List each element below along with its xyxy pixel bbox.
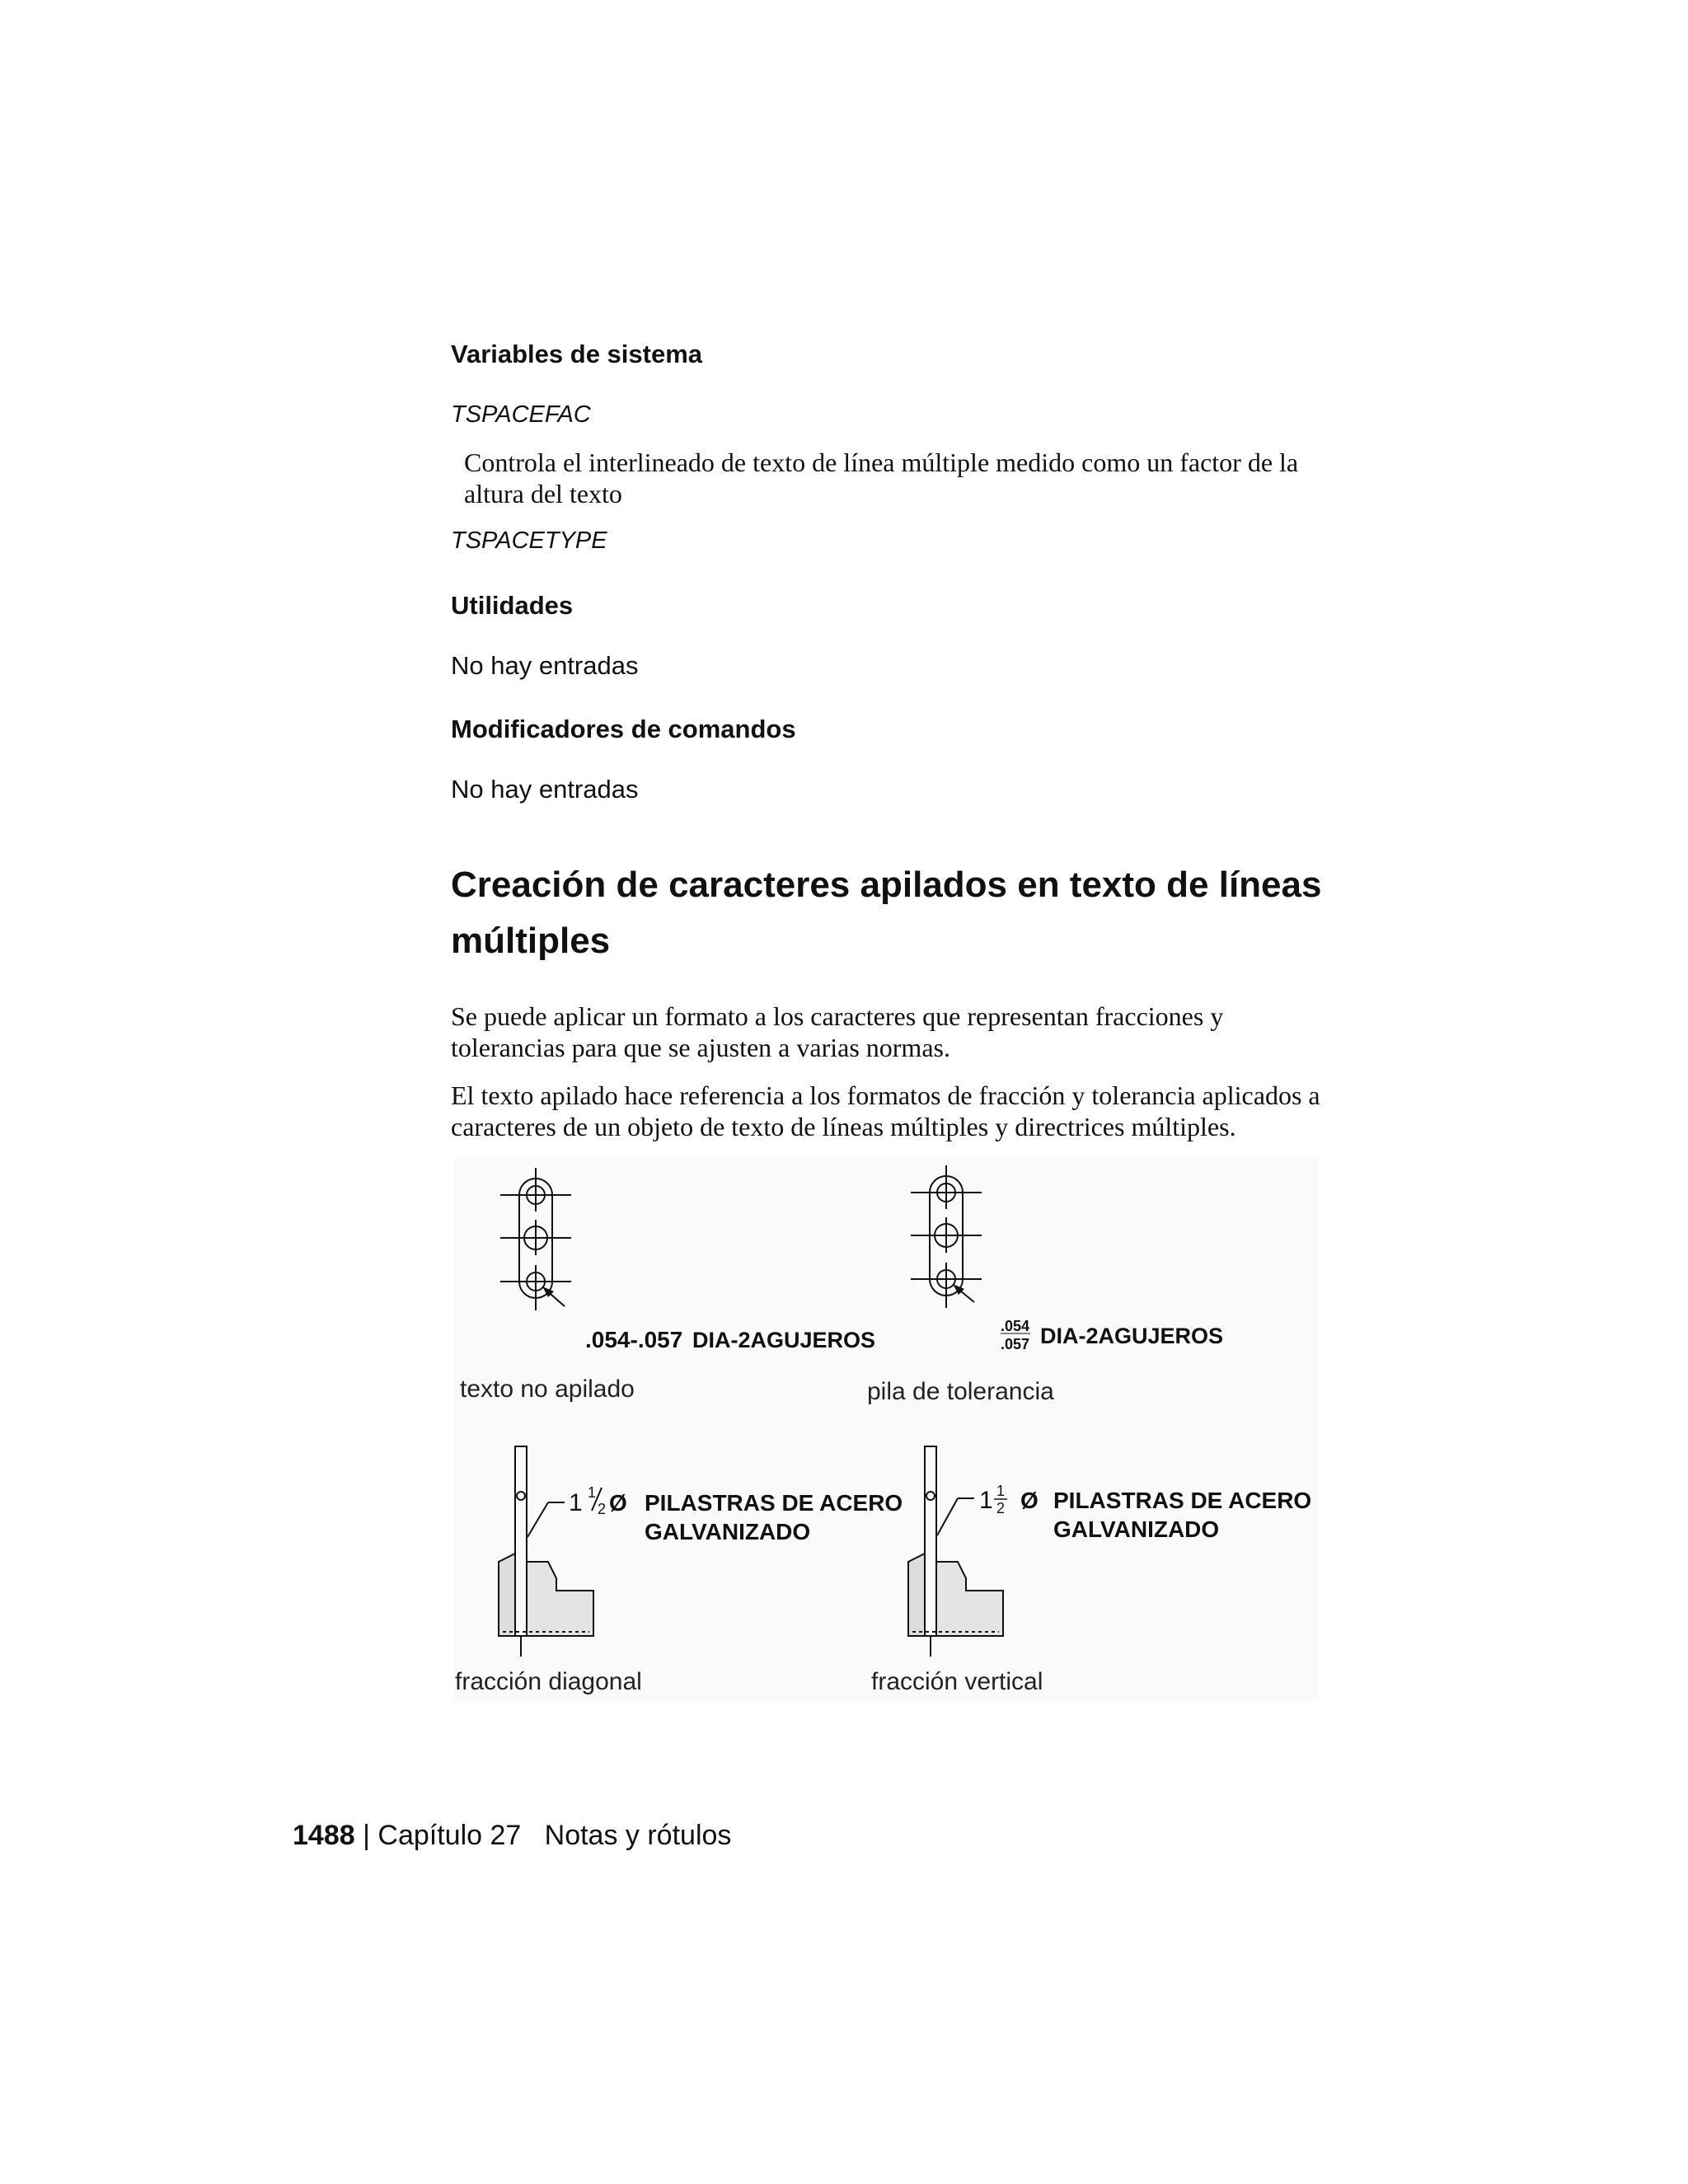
caption-tolerance-stack: pila de tolerancia xyxy=(867,1378,1054,1405)
tolerance-upper: .054 xyxy=(1001,1318,1030,1334)
chapter-label: Capítulo 27 xyxy=(377,1820,522,1851)
variable-name-tspacefac: TSPACEFAC xyxy=(451,401,591,428)
caption-unstacked-text: texto no apilado xyxy=(460,1376,635,1403)
fraction-denominator-diagonal: 2 xyxy=(598,1501,607,1517)
section-heading-command-modifiers: Modificadores de comandos xyxy=(451,715,796,743)
label-steel-posts-line1-diagonal: PILASTRAS DE ACERO xyxy=(645,1490,903,1516)
diameter-symbol-diagonal: Ø xyxy=(609,1490,627,1516)
label-steel-posts-line2-diagonal: GALVANIZADO xyxy=(645,1519,811,1544)
variable-name-tspacetype: TSPACETYPE xyxy=(451,527,607,554)
topic-paragraph-1: Se puede aplicar un formato a los caracteres que representan fracciones y tolerancias para que se ajusten a varias normas. xyxy=(451,1001,1224,1062)
page-number: 1488 xyxy=(293,1820,355,1851)
footer-separator: | xyxy=(363,1820,370,1851)
label-dia-2-holes-2: DIA-2AGUJEROS xyxy=(1040,1324,1224,1348)
variable-description-tspacefac: Controla el interlineado de texto de línea múltiple medido como un factor de la altura del texto xyxy=(464,448,1299,509)
label-dia-2-holes-1: DIA-2AGUJEROS xyxy=(692,1328,876,1352)
tolerance-lower: .057 xyxy=(1001,1336,1030,1352)
page-footer xyxy=(293,1820,731,1852)
label-steel-posts-line2-vertical: GALVANIZADO xyxy=(1053,1516,1220,1542)
topic-paragraph-2: El texto apilado hace referencia a los formatos de fracción y tolerancia aplicados a caracteres de un objeto de texto de líneas múltiples y directrices múltiples. xyxy=(451,1080,1320,1141)
caption-diagonal-fraction: fracción diagonal xyxy=(455,1668,642,1695)
diameter-symbol-vertical: Ø xyxy=(1020,1488,1039,1513)
chapter-title: Notas y rótulos xyxy=(544,1820,732,1851)
label-steel-posts-line1-vertical: PILASTRAS DE ACERO xyxy=(1053,1488,1312,1513)
section-heading-system-variables: Variables de sistema xyxy=(451,340,703,368)
fraction-denominator-vertical: 2 xyxy=(996,1500,1006,1516)
topic-title: Creación de caracteres apilados en texto de líneas múltiples xyxy=(451,865,1322,961)
caption-vertical-fraction: fracción vertical xyxy=(871,1668,1043,1695)
fraction-whole-vertical: 1 xyxy=(979,1487,993,1514)
fraction-numerator-diagonal: 1 xyxy=(588,1484,597,1501)
section-heading-utilities: Utilidades xyxy=(451,591,574,620)
fraction-numerator-vertical: 1 xyxy=(996,1483,1006,1499)
command-modifiers-text: No hay entradas xyxy=(451,775,639,804)
fraction-whole-diagonal: 1 xyxy=(569,1489,583,1516)
utilities-text: No hay entradas xyxy=(451,651,639,680)
dimension-text-unstacked: .054-.057 xyxy=(585,1327,683,1352)
stacked-text-figure xyxy=(453,1158,1319,1702)
